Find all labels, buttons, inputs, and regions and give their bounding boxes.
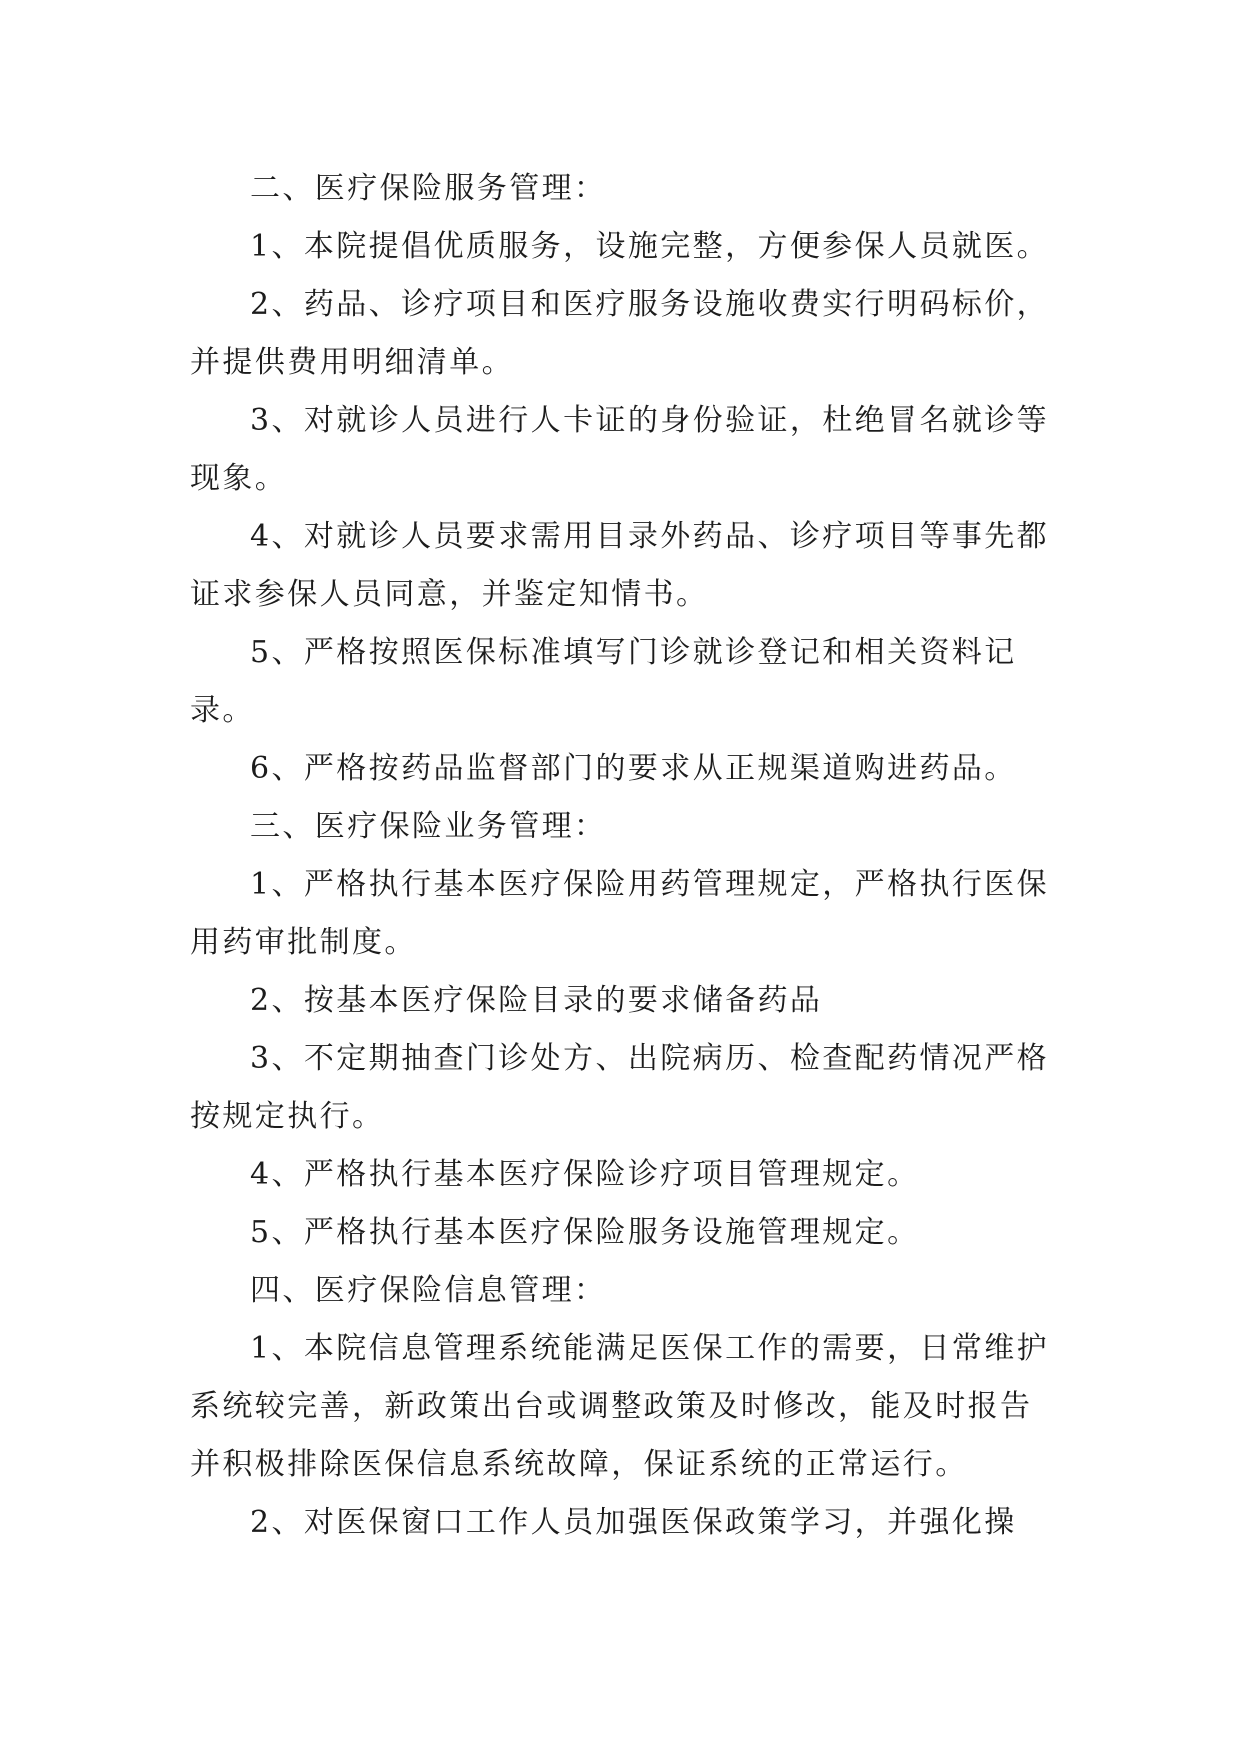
paragraph-business-3: 3、不定期抽查门诊处方、出院病历、检查配药情况严格按规定执行。 [190,1041,1050,1134]
paragraph-service-1: 1、本院提倡优质服务，设施完整，方便参保人员就医。 [250,229,1050,264]
section-heading-information-management: 四、医疗保险信息管理： [250,1273,607,1308]
paragraph-business-5: 5、严格执行基本医疗保险服务设施管理规定。 [250,1215,920,1250]
paragraph-service-2: 2、药品、诊疗项目和医疗服务设施收费实行明码标价，并提供费用明细清单。 [190,287,1050,380]
paragraph-business-2: 2、按基本医疗保险目录的要求储备药品 [250,983,823,1018]
section-heading-business-management: 三、医疗保险业务管理： [250,809,607,844]
paragraph-service-3: 3、对就诊人员进行人卡证的身份验证，杜绝冒名就诊等现象。 [190,403,1050,496]
paragraph-business-1: 1、严格执行基本医疗保险用药管理规定，严格执行医保用药审批制度。 [190,867,1050,960]
paragraph-service-5: 5、严格按照医保标准填写门诊就诊登记和相关资料记录。 [190,635,1017,728]
paragraph-business-4: 4、严格执行基本医疗保险诊疗项目管理规定。 [250,1157,920,1192]
document-body [190,160,1060,1552]
paragraph-information-2: 2、对医保窗口工作人员加强医保政策学习，并强化操 [250,1505,1017,1540]
paragraph-information-1: 1、本院信息管理系统能满足医保工作的需要，日常维护系统较完善，新政策出台或调整政策及时修改，能及时报告并积极排除医保信息系统故障，保证系统的正常运行。 [190,1331,1050,1482]
paragraph-service-6: 6、严格按药品监督部门的要求从正规渠道购进药品。 [250,751,1017,786]
paragraph-service-4: 4、对就诊人员要求需用目录外药品、诊疗项目等事先都证求参保人员同意，并鉴定知情书。 [190,519,1050,612]
section-heading-service-management: 二、医疗保险服务管理： [250,171,607,206]
